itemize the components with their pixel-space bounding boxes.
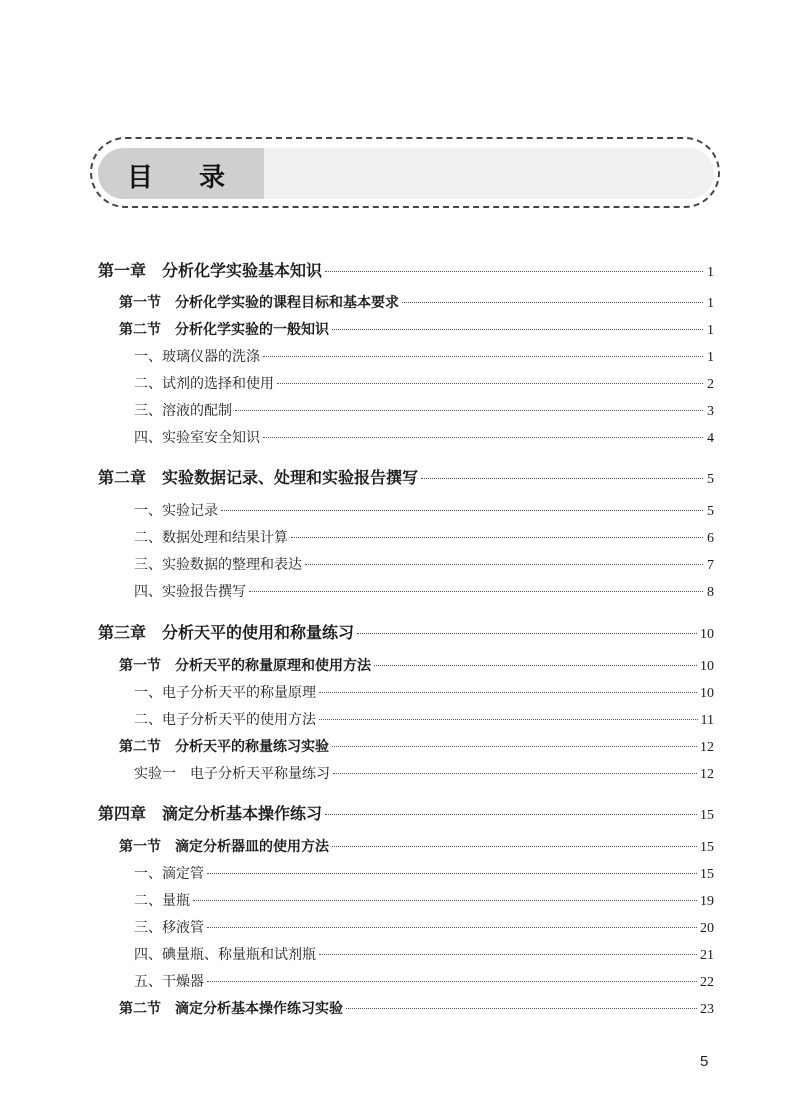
toc-entry-section — [119, 998, 714, 1018]
toc-entry-label: 第四章 滴定分析基本操作练习 — [98, 804, 323, 823]
toc-entry-item — [134, 346, 714, 366]
toc-entry-chapter — [98, 465, 714, 485]
toc-entry-page: 23 — [700, 1002, 714, 1017]
toc-entry-item — [134, 373, 714, 393]
toc-entry-page: 10 — [700, 686, 714, 701]
toc-entry-label: 二、电子分析天平的使用方法 — [134, 712, 316, 728]
toc-entry-label: 五、干燥器 — [134, 974, 204, 990]
toc-entry-page: 6 — [707, 531, 714, 546]
dot-leader — [291, 537, 703, 538]
toc-entry-label: 第二节 分析化学实验的一般知识 — [119, 322, 329, 338]
toc-entry-section — [119, 836, 714, 856]
toc-entry-page: 1 — [707, 350, 714, 365]
toc-entry-label: 第一章 分析化学实验基本知识 — [98, 261, 323, 280]
toc-entry-item — [134, 427, 714, 447]
toc-entry-label: 三、移液管 — [134, 920, 204, 936]
toc-entry-label: 第二节 滴定分析基本操作练习实验 — [119, 1001, 343, 1017]
toc-entry-label: 第一节 滴定分析器皿的使用方法 — [119, 839, 329, 855]
toc-entry-label: 四、实验室安全知识 — [134, 430, 260, 446]
toc-entry-page: 1 — [707, 296, 714, 311]
dot-leader — [346, 1008, 697, 1009]
toc-header-band — [98, 148, 714, 199]
toc-entry-label: 一、玻璃仪器的洗涤 — [134, 349, 260, 365]
toc-entry-page: 1 — [707, 323, 714, 338]
dot-leader — [332, 746, 697, 747]
toc-entry-item — [134, 863, 714, 883]
toc-entry-section — [119, 736, 714, 756]
toc-entry-chapter — [98, 258, 714, 278]
page-number: 5 — [700, 1053, 709, 1070]
dot-leader — [277, 383, 703, 384]
dot-leader — [263, 356, 703, 357]
toc-entry-page: 10 — [700, 659, 714, 674]
toc-entry-label: 四、碘量瓶、称量瓶和试剂瓶 — [134, 947, 316, 963]
toc-entry-label: 一、电子分析天平的称量原理 — [134, 685, 316, 701]
toc-entry-page: 15 — [700, 840, 714, 855]
toc-entry-section — [119, 292, 714, 312]
dot-leader — [357, 633, 697, 634]
toc-entry-item — [134, 944, 714, 964]
dot-leader — [207, 873, 697, 874]
toc-entry-section — [119, 655, 714, 675]
dot-leader — [374, 665, 697, 666]
toc-entry-label: 二、数据处理和结果计算 — [134, 530, 288, 546]
dot-leader — [319, 692, 697, 693]
dot-leader — [332, 846, 697, 847]
toc-entry-label: 三、溶液的配制 — [134, 403, 232, 419]
toc-entry-label: 第三章 分析天平的使用和称量练习 — [98, 623, 355, 642]
toc-entry-item — [134, 554, 714, 574]
toc-entry-page: 12 — [700, 767, 714, 782]
dot-leader — [332, 329, 703, 330]
dot-leader — [325, 814, 697, 815]
toc-entry-label: 四、实验报告撰写 — [134, 584, 246, 600]
toc-entry-page: 5 — [707, 472, 714, 487]
toc-entry-item — [134, 400, 714, 420]
toc-entry-item — [134, 500, 714, 520]
dot-leader — [421, 478, 703, 479]
toc-entry-page: 3 — [707, 404, 714, 419]
toc-entry-section — [119, 319, 714, 339]
dot-leader — [207, 927, 697, 928]
dot-leader — [319, 719, 698, 720]
toc-entry-label: 第一节 分析化学实验的课程目标和基本要求 — [119, 295, 399, 311]
toc-entry-label: 一、滴定管 — [134, 866, 204, 882]
toc-entry-page: 12 — [700, 740, 714, 755]
toc-entry-chapter — [98, 801, 714, 821]
dot-leader — [207, 981, 697, 982]
toc-entry-page: 22 — [700, 975, 714, 990]
toc-entry-item — [134, 581, 714, 601]
toc-title: 目录 — [127, 163, 272, 193]
toc-entry-item — [134, 682, 714, 702]
toc-entry-label: 第二节 分析天平的称量练习实验 — [119, 739, 329, 755]
toc-entry-label: 一、实验记录 — [134, 503, 218, 519]
toc-entry-page: 15 — [700, 808, 714, 823]
toc-entry-page: 7 — [707, 558, 714, 573]
toc-entry-page: 15 — [700, 867, 714, 882]
toc-entry-page: 20 — [700, 921, 714, 936]
toc-entry-label: 第一节 分析天平的称量原理和使用方法 — [119, 658, 371, 674]
dot-leader — [333, 773, 697, 774]
dot-leader — [263, 437, 703, 438]
toc-entry-chapter — [98, 620, 714, 640]
toc-entry-item — [134, 971, 714, 991]
dot-leader — [402, 302, 703, 303]
toc-entry-item — [134, 917, 714, 937]
dot-leader — [249, 591, 703, 592]
dot-leader — [235, 410, 703, 411]
toc-entry-page: 21 — [700, 948, 714, 963]
toc-entry-page: 4 — [707, 431, 714, 446]
toc-entry-page: 5 — [707, 504, 714, 519]
toc-entry-page: 1 — [707, 265, 714, 280]
dot-leader — [325, 271, 703, 272]
dot-leader — [221, 510, 703, 511]
toc-entry-item — [134, 763, 714, 783]
toc-entry-label: 第二章 实验数据记录、处理和实验报告撰写 — [98, 468, 419, 487]
toc-entry-page: 8 — [707, 585, 714, 600]
toc-entry-label: 实验一 电子分析天平称量练习 — [134, 766, 330, 782]
dot-leader — [305, 564, 703, 565]
toc-header-title-box — [98, 148, 272, 199]
dot-leader — [193, 900, 697, 901]
toc-entry-item — [134, 709, 714, 729]
toc-entry-label: 二、试剂的选择和使用 — [134, 376, 274, 392]
toc-entry-label: 三、实验数据的整理和表达 — [134, 557, 302, 573]
toc-entry-item — [134, 527, 714, 547]
toc-entry-page: 10 — [700, 627, 714, 642]
toc-entry-page: 2 — [707, 377, 714, 392]
toc-entry-item — [134, 890, 714, 910]
dot-leader — [319, 954, 697, 955]
toc-entry-page: 19 — [700, 894, 714, 909]
toc-entry-page: 11 — [700, 713, 714, 728]
toc-entry-label: 二、量瓶 — [134, 893, 190, 909]
